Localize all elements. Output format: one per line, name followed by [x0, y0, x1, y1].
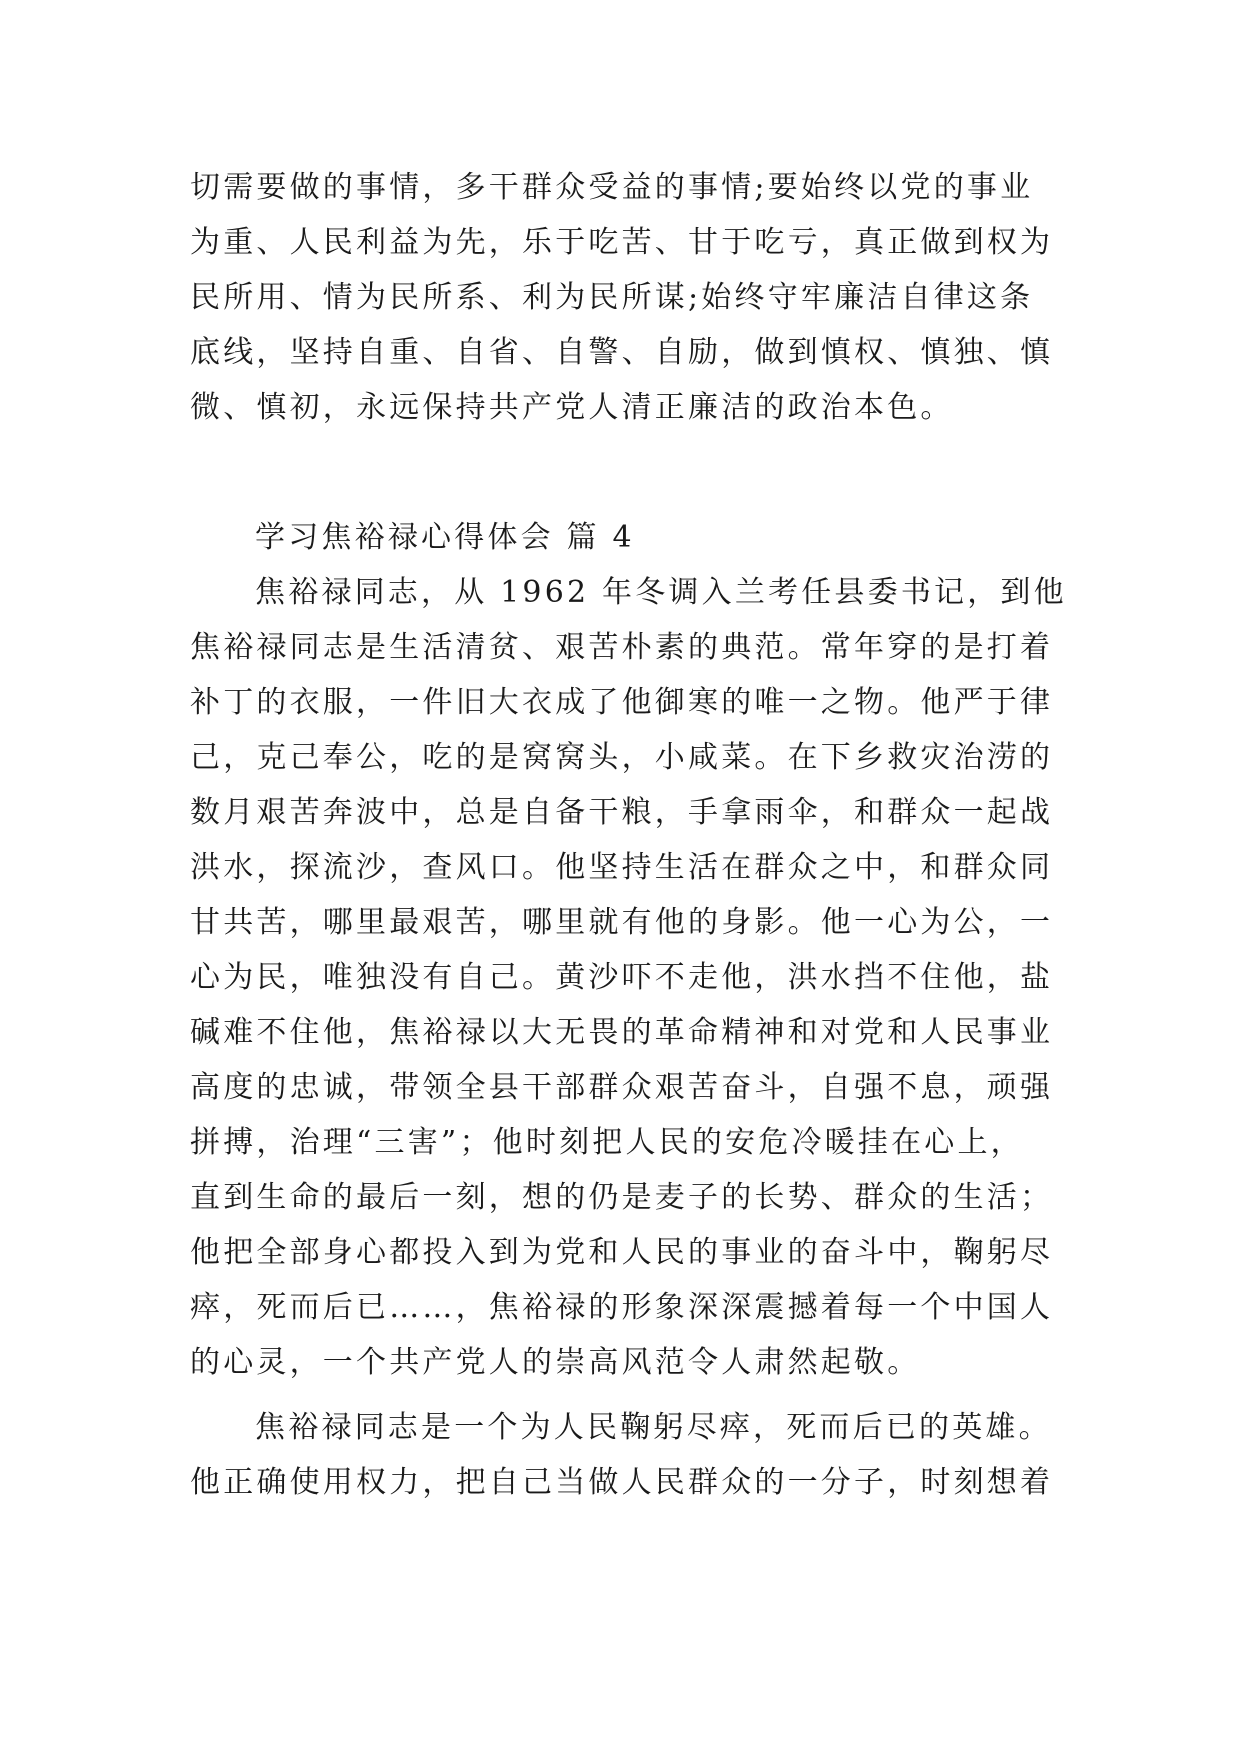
text-line: 心为民，唯独没有自己。黄沙吓不走他，洪水挡不住他，盐 [190, 960, 1054, 995]
text-line: 焦裕禄同志是一个为人民鞠躬尽瘁，死而后已的英雄。 [255, 1410, 1052, 1445]
text-line: 焦裕禄同志是生活清贫、艰苦朴素的典范。常年穿的是打着 [190, 630, 1054, 665]
text-line: 碱难不住他，焦裕禄以大无畏的革命精神和对党和人民事业 [190, 1015, 1054, 1050]
text-line: 直到生命的最后一刻，想的仍是麦子的长势、群众的生活； [190, 1180, 1054, 1215]
section-heading: 学习焦裕禄心得体会 篇 4 [255, 520, 635, 555]
text-line: 洪水，探流沙，查风口。他坚持生活在群众之中，和群众同 [190, 850, 1054, 885]
text-line: 己，克己奉公，吃的是窝窝头，小咸菜。在下乡救灾治涝的 [190, 740, 1054, 775]
text-line: 补丁的衣服，一件旧大衣成了他御寒的唯一之物。他严于律 [190, 685, 1054, 720]
text-line: 切需要做的事情，多干群众受益的事情;要始终以党的事业 [190, 170, 1034, 205]
text-line: 高度的忠诚，带领全县干部群众艰苦奋斗，自强不息，顽强 [190, 1070, 1054, 1105]
text-line: 为重、人民利益为先，乐于吃苦、甘于吃亏，真正做到权为 [190, 225, 1054, 260]
text-line: 瘁，死而后已……，焦裕禄的形象深深震撼着每一个中国人 [190, 1290, 1054, 1325]
text-line: 民所用、情为民所系、利为民所谋;始终守牢廉洁自律这条 [190, 280, 1034, 315]
text-line: 的心灵，一个共产党人的崇高风范令人肃然起敬。 [190, 1345, 921, 1380]
text-line: 拼搏，治理“三害”；他时刻把人民的安危冷暖挂在心上， [190, 1125, 1024, 1160]
text-line: 他正确使用权力，把自己当做人民群众的一分子，时刻想着 [190, 1465, 1054, 1500]
text-line: 底线，坚持自重、自省、自警、自励，做到慎权、慎独、慎 [190, 335, 1054, 370]
text-line: 微、慎初，永远保持共产党人清正廉洁的政治本色。 [190, 390, 954, 425]
text-line: 甘共苦，哪里最艰苦，哪里就有他的身影。他一心为公，一 [190, 905, 1054, 940]
text-line: 焦裕禄同志，从 1962 年冬调入兰考任县委书记，到他 [255, 575, 1067, 610]
text-line: 他把全部身心都投入到为党和人民的事业的奋斗中，鞠躬尽 [190, 1235, 1054, 1270]
text-line: 数月艰苦奔波中，总是自备干粮，手拿雨伞，和群众一起战 [190, 795, 1054, 830]
